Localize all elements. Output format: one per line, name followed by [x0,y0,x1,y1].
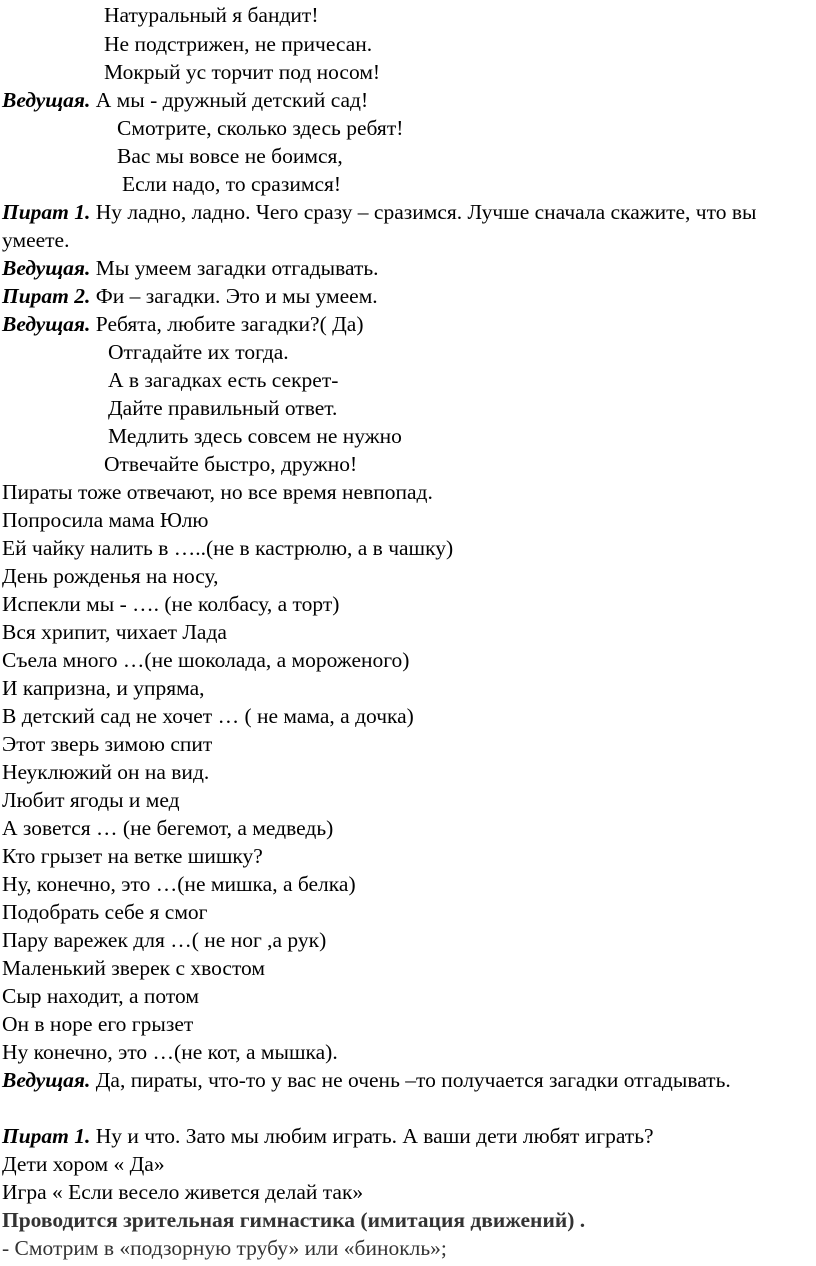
riddle-line: Вся хрипит, чихает Лада [2,620,227,644]
riddle-line: Ну, конечно, это …(не мишка, а белка) [2,872,356,896]
list-item: - Смотрим в «подзорную трубу» или «бинокль»; [2,1236,447,1260]
speaker-name: Ведущая. [2,88,91,112]
riddle-line: День рожденья на носу, [2,564,219,588]
riddle-line: Этот зверь зимою спит [2,732,213,756]
speaker-name: Пират 1. [2,1124,91,1148]
poem-line: Вас мы вовсе не боимся, [117,144,343,168]
poem-line: Отвечайте быстро, дружно! [104,452,358,476]
riddle-line: Любит ягоды и мед [2,788,180,812]
poem-line: Натуральный я бандит! [104,3,319,27]
poem-line: А в загадках есть секрет- [108,368,339,392]
riddle-line: Съела много …(не шоколада, а мороженого) [2,648,410,672]
riddle-line: Сыр находит, а потом [2,984,199,1008]
dialogue-line: Ведущая. Ребята, любите загадки?( Да) [2,312,364,336]
riddle-line: Неуклюжий он на вид. [2,760,210,784]
riddle-line: Ей чайку налить в …..(не в кастрюлю, а в чашку) [2,536,454,560]
text-line: Игра « Если весело живется делай так» [2,1180,364,1204]
poem-line: Отгадайте их тогда. [108,340,289,364]
poem-line: Если надо, то сразимся! [122,172,342,196]
speaker-name: Ведущая. [2,256,91,280]
riddle-line: Он в норе его грызет [2,1012,194,1036]
riddle-line: Пару варежек для …( не ног ,а рук) [2,928,327,952]
speaker-name: Ведущая. [2,1068,91,1092]
speaker-name: Пират 1. [2,200,91,224]
dialogue-line: Ведущая. Да, пираты, что-то у вас не очень –то получается загадки отгадывать. [2,1068,731,1092]
dialogue-line: Ведущая. А мы - дружный детский сад! [2,88,369,112]
speaker-name: Пират 2. [2,284,91,308]
bold-instruction-line: Проводится зрительная гимнастика (имитация движений) . [2,1208,586,1232]
riddle-line: И капризна, и упряма, [2,676,205,700]
poem-line: Не подстрижен, не причесан. [104,32,373,56]
poem-line: Дайте правильный ответ. [108,396,338,420]
dialogue-line: Пират 1. Ну ладно, ладно. Чего сразу – сразимся. Лучше сначала скажите, что вы умеете. [2,200,757,252]
text-line: Дети хором « Да» [2,1152,165,1176]
riddle-line: А зовется … (не бегемот, а медведь) [2,816,334,840]
dialogue-line: Пират 2. Фи – загадки. Это и мы умеем. [2,284,378,308]
riddle-line: Кто грызет на ветке шишку? [2,844,263,868]
riddle-line: Попросила мама Юлю [2,508,209,532]
speaker-name: Ведущая. [2,312,91,336]
riddle-line: Испекли мы - …. (не колбасу, а торт) [2,592,340,616]
riddle-line: Ну конечно, это …(не кот, а мышка). [2,1040,338,1064]
riddle-line: Подобрать себе я смог [2,900,208,924]
riddle-line: Маленький зверек с хвостом [2,956,265,980]
text-line: Пираты тоже отвечают, но все время невпопад. [2,480,433,504]
dialogue-line: Пират 1. Ну и что. Зато мы любим играть. А ваши дети любят играть? [2,1124,654,1148]
poem-line: Медлить здесь совсем не нужно [108,424,402,448]
poem-line: Смотрите, сколько здесь ребят! [117,116,404,140]
poem-line: Мокрый ус торчит под носом! [104,60,381,84]
dialogue-line: Ведущая. Мы умеем загадки отгадывать. [2,256,379,280]
riddle-line: В детский сад не хочет … ( не мама, а дочка) [2,704,414,728]
